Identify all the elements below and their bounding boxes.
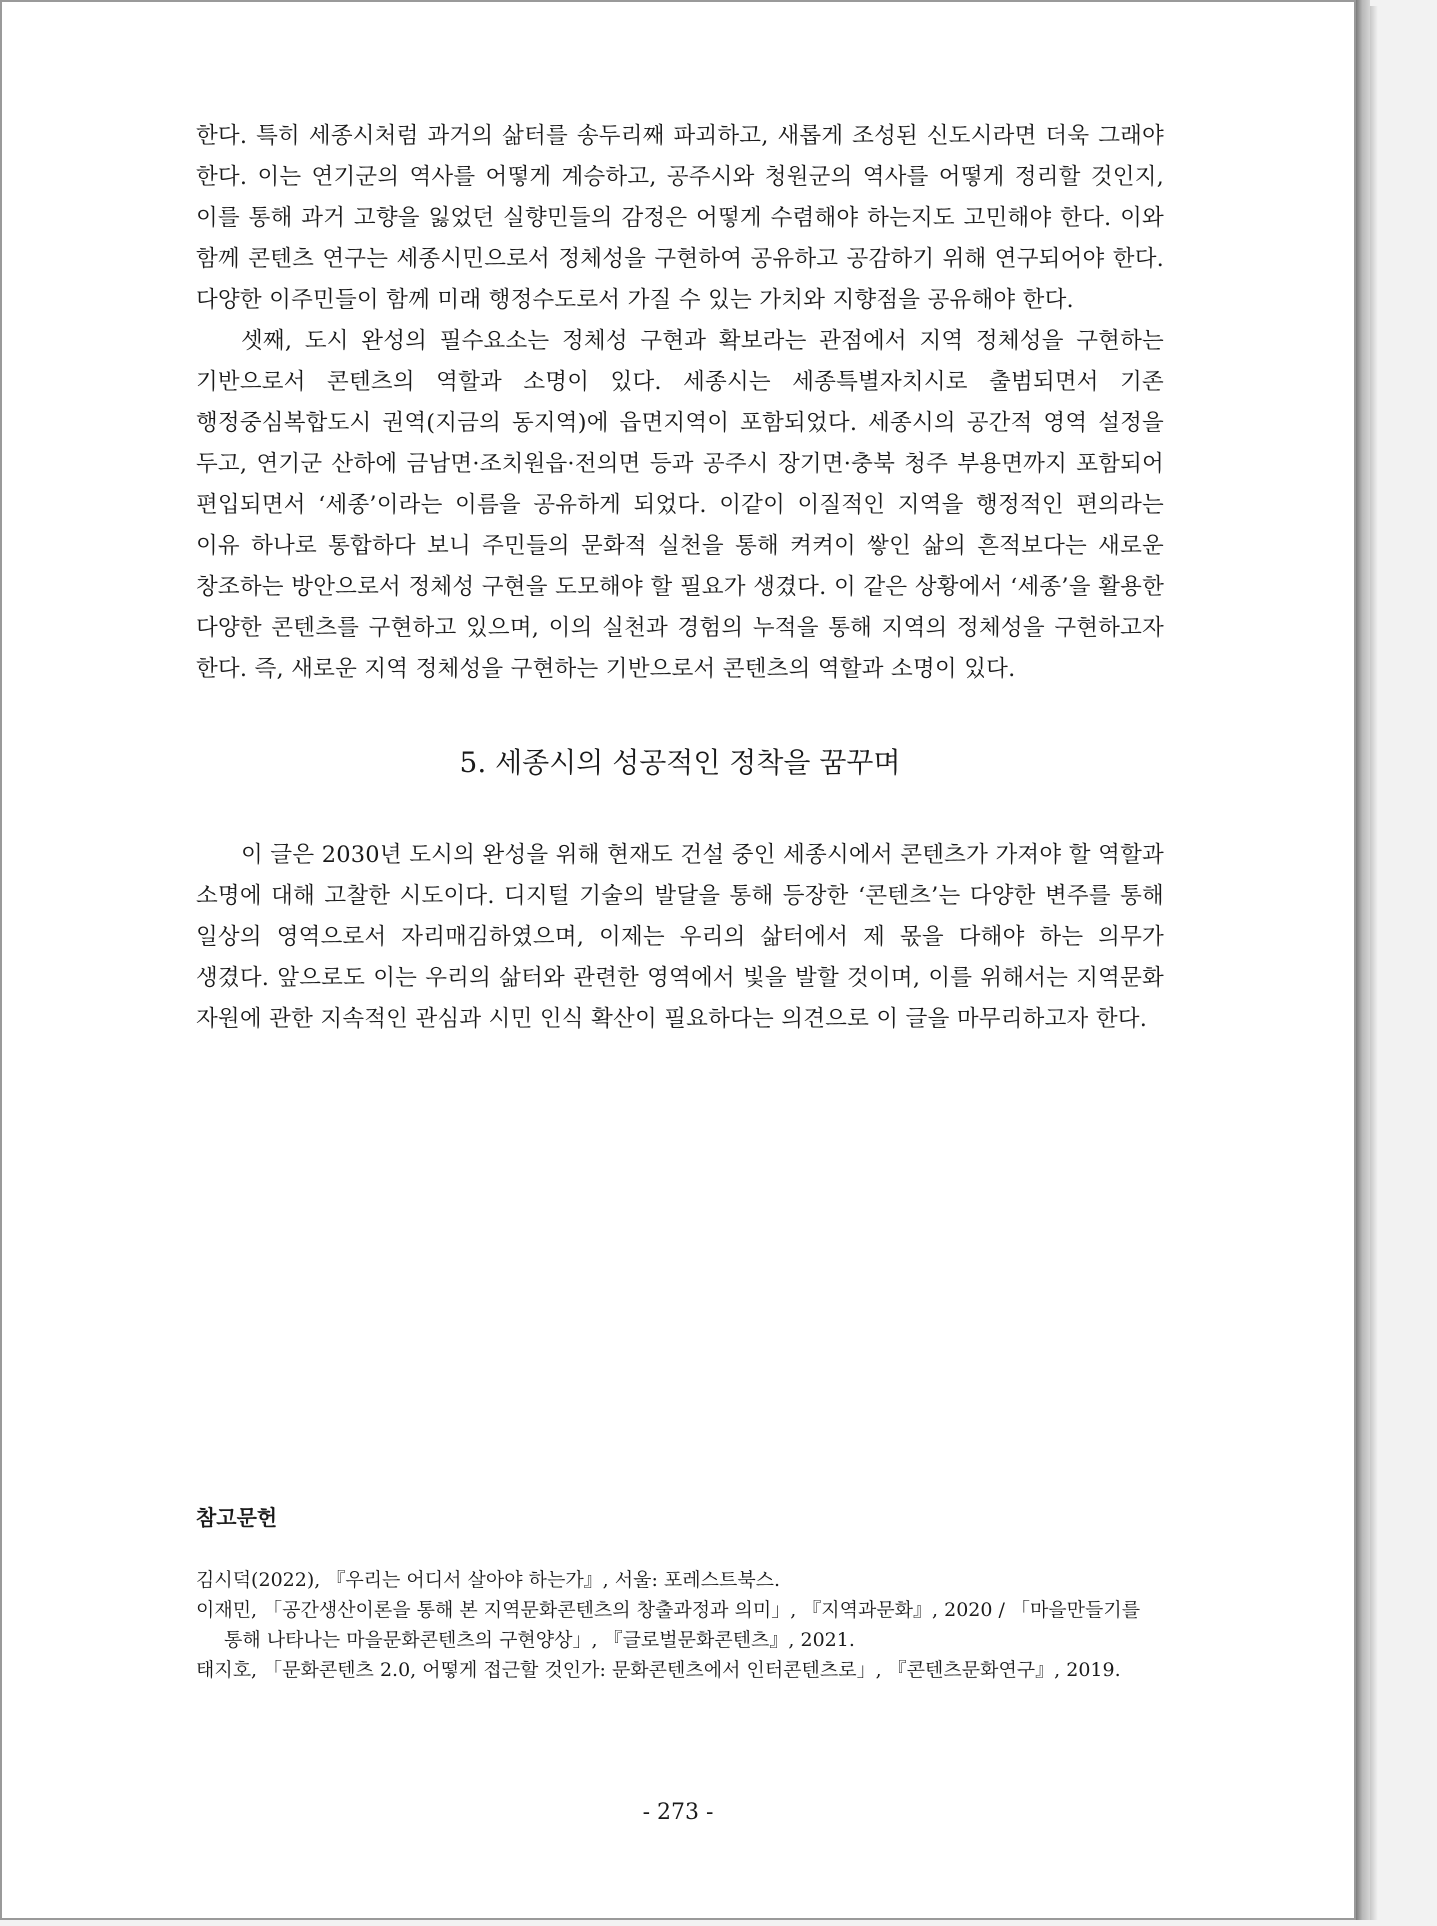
page-number: - 273 - [642, 1800, 714, 1825]
page-edge [1356, 0, 1370, 1920]
reference-item: 이재민, 「공간생산이론을 통해 본 지역문화콘텐츠의 창출과정과 의미」, 『지역과문화』, 2020 / 「마을만들기를 통해 나타나는 마을문화콘텐츠의 구현양상」, 『글로벌문화콘텐츠』, 2021. [196, 1599, 1141, 1651]
section-heading: 5. 세종시의 성공적인 정착을 꿈꾸며 [459, 746, 901, 779]
references-list [196, 1565, 1164, 1685]
reference-item: 김시덕(2022), 『우리는 어디서 살아야 하는가』, 서울: 포레스트북스. [196, 1569, 781, 1591]
page-shadow [1370, 6, 1378, 1920]
references-heading: 참고문헌 [196, 1506, 278, 1530]
page-body [196, 116, 1164, 1040]
body-paragraph-1: 한다. 특히 세종시처럼 과거의 삶터를 송두리째 파괴하고, 새롭게 조성된 신도시라면 더욱 그래야 한다. 이는 연기군의 역사를 어떻게 계승하고, 공주시와 청원군의 역사를 어떻게 정리할 것인지, 이를 통해 과거 고향을 잃었던 실향민들의 감정은 어떻게 수렴해야 하는지도 고민해야 한다. 이와 함께 콘텐츠 연구는 세종시민으로서 정체성을 구현하여 공유하고 공감하기 위해 연구되어야 한다. 다양한 이주민들이 함께 미래 행정수도로서 가질 수 있는 가치와 지향점을 공유해야 한다. [196, 123, 1164, 313]
reference-item: 태지호, 「문화콘텐츠 2.0, 어떻게 접근할 것인가: 문화콘텐츠에서 인터콘텐츠로」, 『콘텐츠문화연구』, 2019. [196, 1659, 1121, 1681]
section-paragraph: 이 글은 2030년 도시의 완성을 위해 현재도 건설 중인 세종시에서 콘텐츠가 가져야 할 역할과 소명에 대해 고찰한 시도이다. 디지털 기술의 발달을 통해 등장한 ‘콘텐츠’는 다양한 변주를 통해 일상의 영역으로서 자리매김하였으며, 이제는 우리의 삶터에서 제 몫을 다해야 하는 의무가 생겼다. 앞으로도 이는 우리의 삶터와 관련한 영역에서 빛을 발할 것이며, 이를 위해서는 지역문화 자원에 관한 지속적인 관심과 시민 인식 확산이 필요하다는 의견으로 이 글을 마무리하고자 한다. [196, 842, 1164, 1032]
body-paragraph-2: 셋째, 도시 완성의 필수요소는 정체성 구현과 확보라는 관점에서 지역 정체성을 구현하는 기반으로서 콘텐츠의 역할과 소명이 있다. 세종시는 세종특별자치시로 출범되면서 기존 행정중심복합도시 권역(지금의 동지역)에 읍면지역이 포함되었다. 세종시의 공간적 영역 설정을 두고, 연기군 산하에 금남면·조치원읍·전의면 등과 공주시 장기면·충북 청주 부용면까지 포함되어 편입되면서 ‘세종’이라는 이름을 공유하게 되었다. 이같이 이질적인 지역을 행정적인 편의라는 이유 하나로 통합하다 보니 주민들의 문화적 실천을 통해 켜켜이 쌓인 삶의 흔적보다는 새로운 창조하는 방안으로서 정체성 구현을 도모해야 할 필요가 생겼다. 이 같은 상황에서 ‘세종’을 활용한 다양한 콘텐츠를 구현하고 있으며, 이의 실천과 경험의 누적을 통해 지역의 정체성을 구현하고자 한다. 즉, 새로운 지역 정체성을 구현하는 기반으로서 콘텐츠의 역할과 소명이 있다. [196, 328, 1164, 682]
